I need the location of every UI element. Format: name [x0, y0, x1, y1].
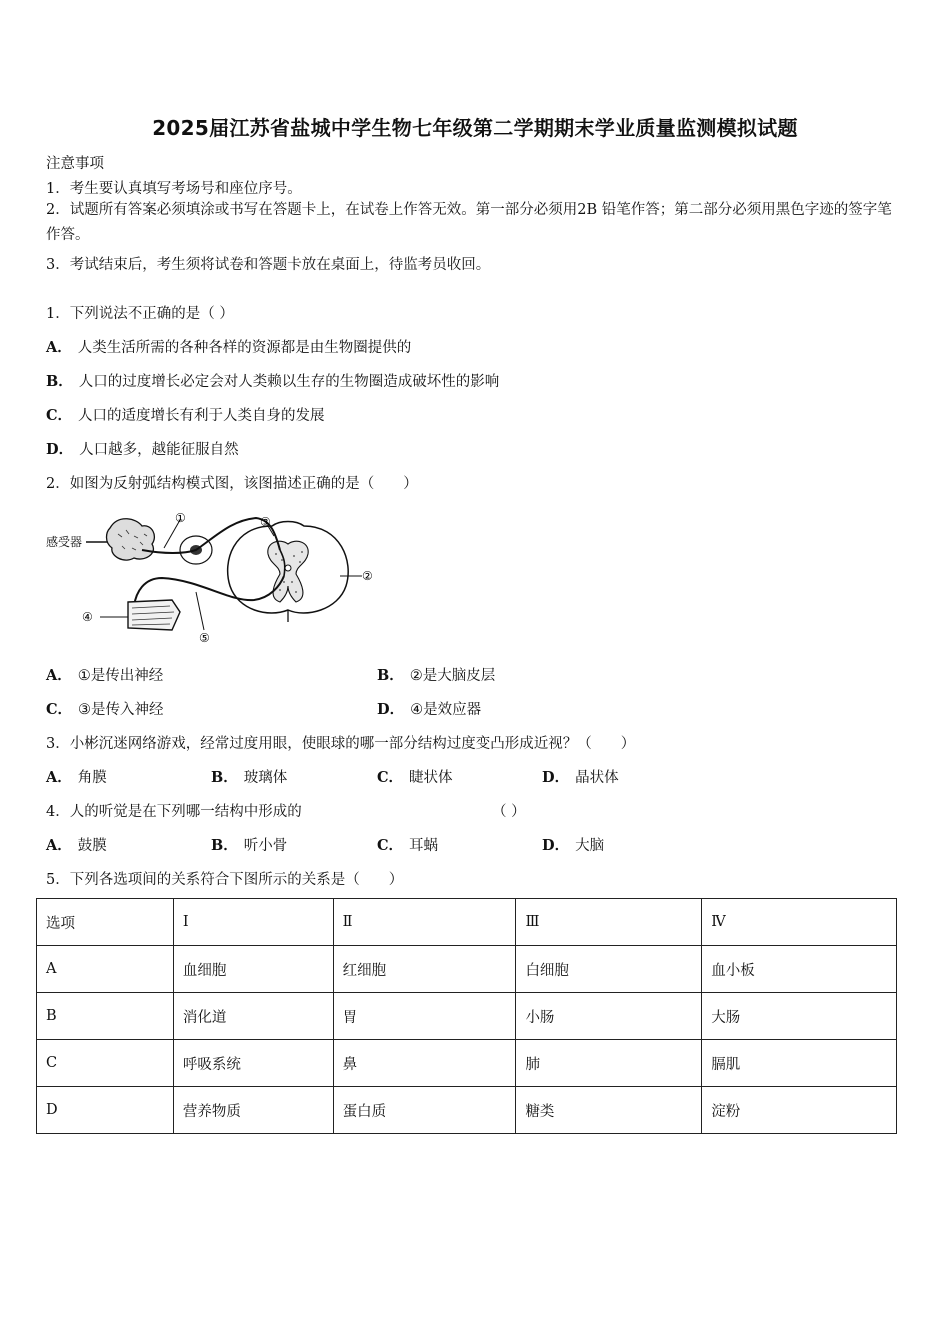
option-label: B．: [211, 837, 238, 854]
table-cell: A: [37, 946, 174, 993]
option-label: B．: [377, 667, 404, 684]
option-label: C．: [377, 837, 404, 854]
option-text: 晶状体: [575, 770, 619, 786]
mark-5: ⑤: [199, 631, 210, 645]
table-cell: 鼻: [333, 1040, 516, 1087]
q2-option-c: [46, 698, 164, 719]
q3-option-b: [211, 766, 287, 787]
option-text: 鼓膜: [77, 838, 107, 854]
q2-stem: 2．如图为反射弧结构模式图，该图描述正确的是（ ）: [46, 476, 418, 492]
q3-option-c: [377, 766, 453, 787]
header-cell: Ⅲ: [516, 899, 702, 946]
option-label: D．: [46, 441, 74, 458]
table-header-row: [37, 899, 897, 946]
table-cell: 红细胞: [333, 946, 516, 993]
table-cell: 小肠: [516, 993, 702, 1040]
option-text: 人口的过度增长必定会对人类赖以生存的生物圈造成破坏性的影响: [78, 374, 500, 390]
table-cell: D: [37, 1087, 174, 1134]
table-cell: 消化道: [173, 993, 333, 1040]
option-text: 耳蜗: [409, 838, 439, 854]
q5-stem: 5．下列各选项间的关系符合下图所示的关系是（ ）: [46, 872, 404, 888]
table-cell: 糖类: [516, 1087, 702, 1134]
q4-option-c: [377, 834, 438, 855]
option-label: A．: [46, 339, 72, 356]
receptor-skin: [107, 519, 155, 560]
q3-option-a: [46, 766, 107, 787]
central-canal: [285, 565, 291, 571]
q1-option-d: [46, 438, 239, 459]
option-label: C．: [46, 701, 73, 718]
q1-option-b: [46, 370, 499, 391]
q1-option-c: [46, 404, 325, 425]
q3-stem: 3．小彬沉迷网络游戏，经常过度用眼，使眼球的哪一部分结构过度变凸形成近视？（ ）: [46, 736, 636, 752]
header-cell: Ⅱ: [333, 899, 516, 946]
option-text: 大脑: [575, 838, 605, 854]
effector-muscle: [128, 600, 180, 630]
option-text: ②是大脑皮层: [409, 668, 496, 684]
mark-4: ④: [82, 610, 93, 624]
header-cell: Ⅳ: [702, 899, 897, 946]
table-cell: 蛋白质: [333, 1087, 516, 1134]
q2-option-b: [377, 664, 495, 685]
page-title: 2025届江苏省盐城中学生物七年级第二学期期末学业质量监测模拟试题: [152, 116, 798, 140]
table-cell: B: [37, 993, 174, 1040]
q4-option-b: [211, 834, 287, 855]
table-row: [37, 993, 897, 1040]
notice-item-3: 3．考试结束后，考生须将试卷和答题卡放在桌面上，待监考员收回。: [46, 257, 491, 273]
option-label: C．: [46, 407, 73, 424]
option-text: ①是传出神经: [77, 668, 164, 684]
table-cell: 呼吸系统: [173, 1040, 333, 1087]
notice-heading: 注意事项: [46, 156, 104, 172]
table-cell: 白细胞: [516, 946, 702, 993]
q2-option-a: [46, 664, 163, 685]
header-cell: 选项: [37, 899, 174, 946]
q3-option-d: [542, 766, 619, 787]
table-cell: 膈肌: [702, 1040, 897, 1087]
table-row: [37, 946, 897, 993]
reflex-arc-figure: [44, 506, 389, 651]
notice-item-2: 2．试题所有答案必须填涂或书写在答题卡上，在试卷上作答无效。第一部分必须用2B 铅笔作答；第二部分必须用黑色字迹的签字笔作答。: [46, 202, 892, 243]
q4-option-a: [46, 834, 107, 855]
receptor-label: 感受器: [46, 535, 83, 549]
table-cell: C: [37, 1040, 174, 1087]
table-cell: 血小板: [702, 946, 897, 993]
option-text: ③是传入神经: [78, 702, 164, 718]
q4-stem: 4．人的听觉是在下列哪一结构中形成的: [46, 804, 302, 820]
option-text: ④是效应器: [410, 702, 482, 718]
option-label: A．: [46, 769, 72, 786]
table-cell: 大肠: [702, 993, 897, 1040]
option-label: B．: [46, 373, 73, 390]
option-text: 听小骨: [243, 838, 288, 854]
option-label: A．: [46, 667, 72, 684]
mark-3: ③: [260, 515, 271, 529]
q4-paren: （ ）: [492, 804, 526, 820]
option-label: B．: [211, 769, 238, 786]
table-row: [37, 1040, 897, 1087]
table-cell: 血细胞: [173, 946, 333, 993]
option-label: D．: [542, 837, 570, 854]
option-label: D．: [542, 769, 570, 786]
option-label: D．: [377, 701, 405, 718]
q1-option-a: [46, 336, 411, 357]
option-text: 玻璃体: [243, 770, 288, 786]
table-cell: 胃: [333, 993, 516, 1040]
option-text: 人口越多，越能征服自然: [79, 442, 239, 458]
q2-option-d: [377, 698, 481, 719]
option-text: 睫状体: [409, 770, 453, 786]
mark-2: ②: [362, 569, 373, 583]
notice-item-1: 1．考生要认真填写考场号和座位序号。: [46, 181, 302, 197]
table-cell: 肺: [516, 1040, 702, 1087]
mark-5-leader: [196, 592, 204, 630]
option-text: 人口的适度增长有利于人类自身的发展: [78, 408, 325, 424]
q1-stem: 1．下列说法不正确的是（ ）: [46, 306, 234, 322]
header-cell: Ⅰ: [173, 899, 333, 946]
option-text: 角膜: [77, 770, 107, 786]
table-row: [37, 1087, 897, 1134]
option-label: A．: [46, 837, 72, 854]
option-label: C．: [377, 769, 404, 786]
relation-table: [36, 898, 897, 1134]
option-text: 人类生活所需的各种各样的资源都是由生物圈提供的: [77, 340, 412, 356]
table-cell: 淀粉: [702, 1087, 897, 1134]
q4-option-d: [542, 834, 604, 855]
mark-1: ①: [175, 511, 186, 525]
table-cell: 营养物质: [173, 1087, 333, 1134]
